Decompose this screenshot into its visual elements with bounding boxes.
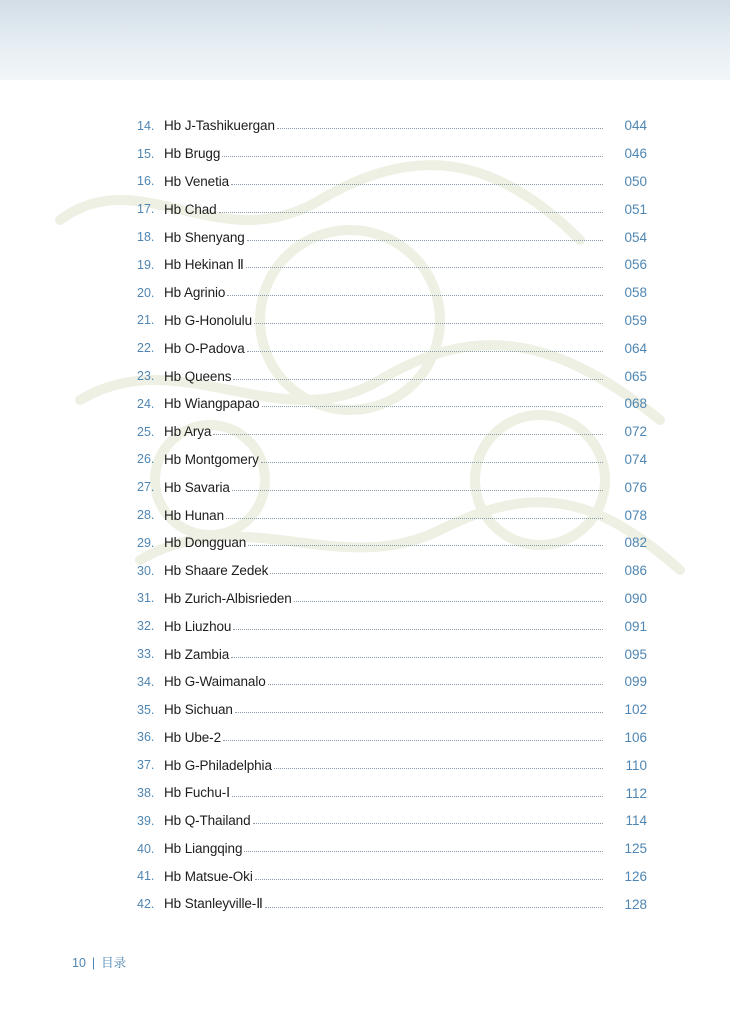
toc-entry-page: 072 xyxy=(624,424,647,440)
toc-entry-title: Hb Zambia xyxy=(164,646,230,662)
toc-dot-leader xyxy=(235,712,603,713)
toc-dot-leader xyxy=(222,156,603,157)
toc-entry[interactable] xyxy=(137,223,647,251)
toc-entry[interactable] xyxy=(137,696,647,724)
toc-entry-number: 42. xyxy=(137,897,155,912)
toc-entry-title: Hb Shaare Zedek xyxy=(164,563,269,579)
toc-dot-leader xyxy=(244,851,603,852)
toc-entry-number: 26. xyxy=(137,452,155,467)
toc-entry-page: 110 xyxy=(625,757,647,773)
toc-entry-title: Hb Matsue-Oki xyxy=(164,868,253,884)
page-footer xyxy=(72,953,126,971)
toc-dot-leader xyxy=(277,128,603,129)
toc-entry-number: 35. xyxy=(137,702,155,717)
toc-entry[interactable] xyxy=(137,863,647,891)
toc-entry[interactable] xyxy=(137,112,647,140)
toc-entry[interactable] xyxy=(137,640,647,668)
toc-entry-page: 058 xyxy=(624,285,647,301)
footer-page-number: 10 xyxy=(72,956,86,970)
toc-dot-leader xyxy=(255,879,603,880)
toc-entry-title: Hb Hekinan Ⅱ xyxy=(164,256,244,272)
toc-entry-number: 25. xyxy=(137,424,155,439)
toc-dot-leader xyxy=(213,434,603,435)
toc-entry[interactable] xyxy=(137,446,647,474)
toc-entry-number: 36. xyxy=(137,730,155,745)
toc-entry-number: 15. xyxy=(137,146,155,161)
toc-entry-title: Hb G-Philadelphia xyxy=(164,757,272,773)
toc-dot-leader xyxy=(233,379,603,380)
toc-entry-page: 076 xyxy=(624,479,647,495)
toc-entry-number: 28. xyxy=(137,508,155,523)
toc-entry-title: Hb J-Tashikuergan xyxy=(164,118,275,134)
toc-entry-title: Hb Agrinio xyxy=(164,285,226,301)
toc-dot-leader xyxy=(270,573,603,574)
toc-entry-number: 23. xyxy=(137,369,155,384)
toc-entry-page: 050 xyxy=(624,173,647,189)
toc-entry-number: 20. xyxy=(137,285,155,300)
toc-entry-number: 21. xyxy=(137,313,155,328)
toc-entry-number: 17. xyxy=(137,202,155,217)
toc-dot-leader xyxy=(226,518,603,519)
toc-entry-number: 16. xyxy=(137,174,155,189)
toc-entry-title: Hb Chad xyxy=(164,201,217,217)
toc-entry-number: 19. xyxy=(137,257,155,272)
toc-entry-title: Hb O-Padova xyxy=(164,340,245,356)
toc-entry-page: 125 xyxy=(624,841,647,857)
toc-entry-number: 32. xyxy=(137,619,155,634)
toc-entry-number: 38. xyxy=(137,786,155,801)
toc-dot-leader xyxy=(261,462,603,463)
toc-entry[interactable] xyxy=(137,529,647,557)
toc-entry-page: 112 xyxy=(625,785,647,801)
toc-entry-number: 22. xyxy=(137,341,155,356)
toc-entry-page: 106 xyxy=(624,729,647,745)
footer-separator: | xyxy=(91,956,96,970)
toc-entry-page: 056 xyxy=(624,257,647,273)
toc-entry-title: Hb Wiangpapao xyxy=(164,396,260,412)
toc-entry-title: Hb G-Honolulu xyxy=(164,312,252,328)
toc-entry-title: Hb G-Waimanalo xyxy=(164,674,266,690)
toc-entry-page: 090 xyxy=(624,590,647,606)
toc-entry-page: 099 xyxy=(624,674,647,690)
toc-dot-leader xyxy=(254,323,603,324)
toc-entry-number: 34. xyxy=(137,674,155,689)
toc-entry-number: 29. xyxy=(137,535,155,550)
toc-dot-leader xyxy=(232,796,603,797)
toc-entry-page: 086 xyxy=(624,563,647,579)
toc-entry[interactable] xyxy=(137,557,647,585)
toc-entry[interactable] xyxy=(137,890,647,918)
toc-entry-title: Hb Liangqing xyxy=(164,841,243,857)
toc-dot-leader xyxy=(231,184,603,185)
toc-entry[interactable] xyxy=(137,168,647,196)
toc-entry-page: 102 xyxy=(624,702,647,718)
toc-entry[interactable] xyxy=(137,779,647,807)
toc-entry[interactable] xyxy=(137,585,647,613)
toc-entry-title: Hb Shenyang xyxy=(164,229,245,245)
toc-entry-title: Hb Venetia xyxy=(164,173,230,189)
toc-entry-page: 128 xyxy=(624,896,647,912)
toc-entry-page: 068 xyxy=(624,396,647,412)
toc-entry-page: 095 xyxy=(624,646,647,662)
toc-dot-leader xyxy=(223,740,603,741)
footer-section-label: 目录 xyxy=(101,956,127,970)
toc-entry[interactable] xyxy=(137,418,647,446)
toc-dot-leader xyxy=(265,907,603,908)
toc-entry-title: Hb Arya xyxy=(164,424,212,440)
toc-entry-number: 31. xyxy=(137,591,155,606)
toc-entry[interactable] xyxy=(137,751,647,779)
toc-entry[interactable] xyxy=(137,390,647,418)
toc-entry-page: 114 xyxy=(625,813,647,829)
toc-dot-leader xyxy=(262,406,603,407)
toc-entry-title: Hb Sichuan xyxy=(164,702,233,718)
toc-dot-leader xyxy=(248,545,603,546)
toc-dot-leader xyxy=(253,823,604,824)
toc-entry-number: 18. xyxy=(137,230,155,245)
toc-entry[interactable] xyxy=(137,473,647,501)
toc-entry[interactable] xyxy=(137,251,647,279)
toc-entry-page: 044 xyxy=(624,118,647,134)
toc-entry-page: 078 xyxy=(624,507,647,523)
toc-entry[interactable] xyxy=(137,195,647,223)
toc-entry[interactable] xyxy=(137,835,647,863)
toc-entry-page: 054 xyxy=(624,229,647,245)
toc-entry[interactable] xyxy=(137,362,647,390)
toc-entry-page: 065 xyxy=(624,368,647,384)
toc-entry-title: Hb Liuzhou xyxy=(164,618,232,634)
toc-entry-page: 126 xyxy=(624,868,647,884)
toc-dot-leader xyxy=(274,768,603,769)
toc-entry-number: 40. xyxy=(137,841,155,856)
toc-dot-leader xyxy=(247,240,603,241)
toc-entry-page: 082 xyxy=(624,535,647,551)
toc-entry-number: 33. xyxy=(137,647,155,662)
toc-entry[interactable] xyxy=(137,807,647,835)
toc-entry-title: Hb Q-Thailand xyxy=(164,813,251,829)
toc-entry-title: Hb Fuchu-Ⅰ xyxy=(164,785,231,801)
toc-entry[interactable] xyxy=(137,279,647,307)
toc-entry-title: Hb Stanleyville-Ⅱ xyxy=(164,896,263,912)
toc-entry-page: 051 xyxy=(624,201,647,217)
toc-entry[interactable] xyxy=(137,612,647,640)
header-band xyxy=(0,0,730,80)
toc-dot-leader xyxy=(294,601,603,602)
toc-entry-number: 27. xyxy=(137,480,155,495)
toc-entry-title: Hb Hunan xyxy=(164,507,224,523)
toc-entry-number: 39. xyxy=(137,813,155,828)
toc-entry-number: 30. xyxy=(137,563,155,578)
toc-entry-title: Hb Savaria xyxy=(164,479,230,495)
toc-entry-page: 046 xyxy=(624,146,647,162)
toc-dot-leader xyxy=(219,212,603,213)
toc-entry-page: 064 xyxy=(624,340,647,356)
toc-entry[interactable] xyxy=(137,334,647,362)
toc-entry-title: Hb Montgomery xyxy=(164,451,259,467)
toc-entry-title: Hb Zurich-Albisrieden xyxy=(164,590,292,606)
toc-dot-leader xyxy=(233,629,603,630)
toc-entry[interactable] xyxy=(137,501,647,529)
toc-entry-page: 059 xyxy=(624,312,647,328)
toc-dot-leader xyxy=(268,684,603,685)
toc-entry-title: Hb Dongguan xyxy=(164,535,247,551)
toc-entry-number: 37. xyxy=(137,758,155,773)
toc-entry-title: Hb Ube-2 xyxy=(164,729,221,745)
toc-entry[interactable] xyxy=(137,307,647,335)
toc-entry-title: Hb Queens xyxy=(164,368,232,384)
table-of-contents xyxy=(137,112,647,918)
toc-entry-title: Hb Brugg xyxy=(164,146,221,162)
toc-entry-page: 091 xyxy=(624,618,647,634)
toc-entry-page: 074 xyxy=(624,451,647,467)
toc-dot-leader xyxy=(247,351,603,352)
toc-entry[interactable] xyxy=(137,724,647,752)
toc-dot-leader xyxy=(246,267,603,268)
toc-dot-leader xyxy=(232,490,603,491)
toc-entry[interactable] xyxy=(137,668,647,696)
toc-entry-number: 24. xyxy=(137,396,155,411)
toc-entry[interactable] xyxy=(137,140,647,168)
toc-dot-leader xyxy=(227,295,603,296)
toc-dot-leader xyxy=(231,657,603,658)
toc-entry-number: 41. xyxy=(137,869,155,884)
toc-entry-number: 14. xyxy=(137,118,155,133)
